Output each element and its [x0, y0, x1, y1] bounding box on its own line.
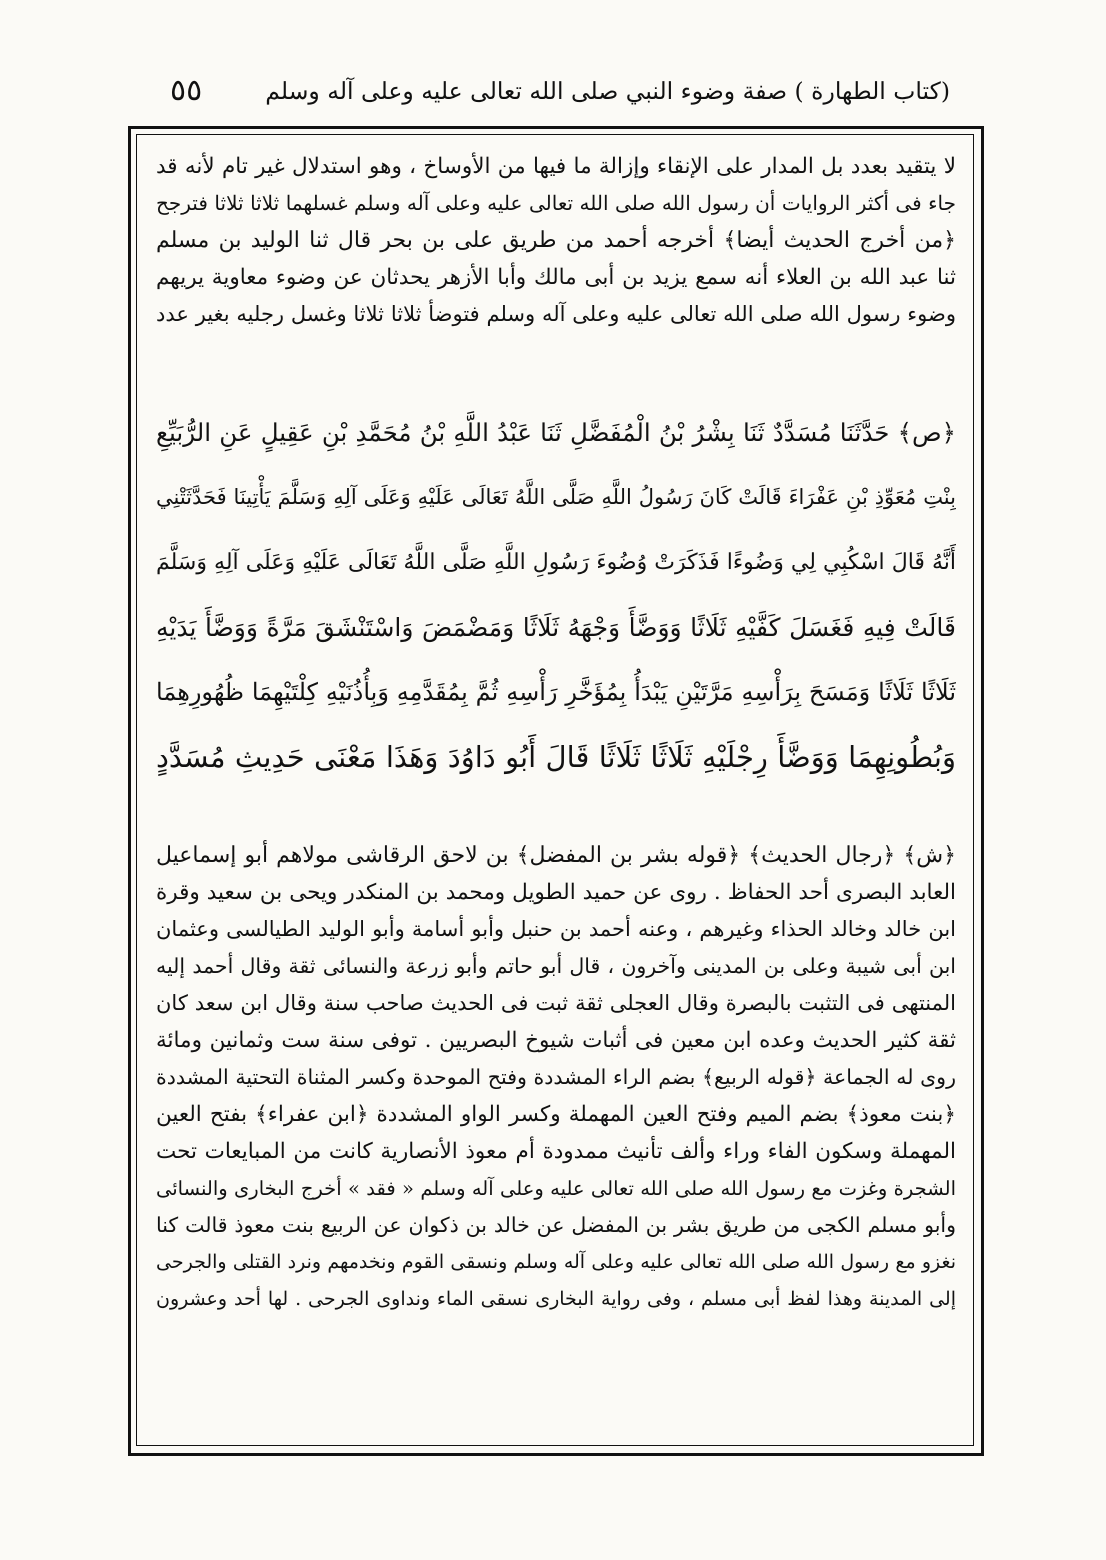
text-line: روى له الجماعة ﴿قوله الربيع﴾ بضم الراء المشددة وفتح الموحدة وكسر المثناة التحتية المشددة [156, 1065, 956, 1089]
text-line: المهملة وسكون الفاء وراء وألف تأنيث ممدودة أم معوذ الأنصارية كانت من المبايعات تحت [156, 1139, 956, 1164]
text-line: العابد البصرى أحد الحفاظ . روى عن حميد الطويل ومحمد بن المنكدر ويحى بن سعيد وقرة [156, 880, 956, 905]
hadith-line: ثَلَاثًا ثَلَاثًا وَمَسَحَ بِرَأْسِهِ مَرَّتَيْنِ يَبْدَأُ بِمُؤَخَّرِ رَأْسِهِ ثُمَّ بِمُقَدَّمِهِ وَبِأُذُنَيْهِ كِلْتَيْهِمَا ظُهُورِهِمَا [156, 678, 956, 706]
text-line: ﴿بنت معوذ﴾ بضم الميم وفتح العين المهملة وكسر الواو المشددة ﴿ابن عفراء﴾ بفتح العين [156, 1102, 956, 1127]
hadith-line: قَالَتْ فِيهِ فَغَسَلَ كَفَّيْهِ ثَلَاثًا وَوَضَّأَ وَجْهَهُ ثَلَاثًا وَمَضْمَضَ وَاسْتَنْشَقَ مَرَّةً وَوَضَّأَ يَدَيْهِ [156, 613, 956, 642]
commentary-top [156, 148, 956, 333]
hadith-line: وَبُطُونِهِمَا وَوَضَّأَ رِجْلَيْهِ ثَلَاثًا ثَلَاثًا قَالَ أَبُو دَاوُدَ وَهَذَا مَعْنَى حَدِيثِ مُسَدَّدٍ [156, 740, 956, 774]
text-line: إلى المدينة وهذا لفظ أبى مسلم ، وفى رواية البخارى نسقى الماء ونداوى الجرحى . لها أحد وعشرون [156, 1288, 956, 1310]
hadith-text [156, 400, 956, 790]
hadith-line: ﴿ص﴾ حَدَّثَنَا مُسَدَّدٌ ثَنَا بِشْرُ بْنُ الْمُفَضَّلِ ثَنَا عَبْدُ اللَّهِ بْنُ مُحَمَّدِ بْنِ عَقِيلٍ عَنِ الرُّبَيِّعِ [156, 418, 956, 447]
commentary-bottom [156, 837, 956, 1318]
text-line: لا يتقيد بعدد بل المدار على الإنقاء وإزالة ما فيها من الأوساخ ، وهو استدلال غير تام لأنه قد [156, 154, 956, 179]
page-number: ٥٥ [170, 73, 203, 108]
text-line: ثنا عبد الله بن العلاء أنه سمع يزيد بن أبى مالك وأبا الأزهر يحدثان عن وضوء معاوية يريهم [156, 265, 956, 290]
text-line: وأبو مسلم الكجى من طريق بشر بن المفضل عن خالد بن ذكوان عن الربيع بنت معوذ قالت كنا [156, 1213, 956, 1237]
text-line: الشجرة وغزت مع رسول الله صلى الله تعالى عليه وعلى آله وسلم « فقد » أخرج البخارى والنسائى [156, 1177, 956, 1200]
hadith-line: أَنَّهُ قَالَ اسْكُبِي لِي وَضُوءًا فَذَكَرَتْ وُضُوءَ رَسُولِ اللَّهِ صَلَّى اللَّهُ تَعَالَى عَلَيْهِ وَعَلَى آلِهِ وَسَلَّمَ [156, 550, 956, 575]
text-line: ﴿ش﴾ ﴿رجال الحديث﴾ ﴿قوله بشر بن المفضل﴾ بن لاحق الرقاشى مولاهم أبو إسماعيل [156, 843, 956, 868]
text-line: ﴿من أخرج الحديث أيضا﴾ أخرجه أحمد من طريق على بن بحر قال ثنا الوليد بن مسلم [156, 228, 956, 253]
hadith-line: بِنْتِ مُعَوِّذِ بْنِ عَفْرَاءَ قَالَتْ كَانَ رَسُولُ اللَّهِ صَلَّى اللَّهُ تَعَالَى عَلَيْهِ وَعَلَى آلِهِ وَسَلَّمَ يَأْتِينَا فَحَدَّثَتْنِي [156, 485, 956, 509]
text-line: ابن أبى شيبة وعلى بن المدينى وآخرون ، قال أبو حاتم وأبو زرعة والنسائى ثقة وقال أحمد إليه [156, 954, 956, 978]
running-title: (كتاب الطهارة ) صفة وضوء النبي صلى الله تعالى عليه وعلى آله وسلم [265, 77, 950, 105]
text-line: وضوء رسول الله صلى الله تعالى عليه وعلى آله وسلم فتوضأ ثلاثا ثلاثا وغسل رجليه بغير عدد [156, 302, 956, 326]
text-line: ثقة كثير الحديث وعده ابن معين فى أثبات شيوخ البصريين . توفى سنة ست وثمانين ومائة [156, 1028, 956, 1053]
page-header [150, 66, 950, 116]
text-line: جاء فى أكثر الروايات أن رسول الله صلى الله تعالى عليه وعلى آله وسلم غسلهما ثلاثا ثلاثا فترجح [156, 191, 956, 215]
text-line: ابن خالد وخالد الحذاء وغيرهم ، وعنه أحمد بن حنبل وأبو أسامة وأبو الوليد الطيالسى وعثمان [156, 917, 956, 941]
text-line: نغزو مع رسول الله صلى الله تعالى عليه وعلى آله وسلم ونسقى القوم ونخدمهم ونرد القتلى والجرحى [156, 1251, 956, 1273]
text-line: المنتهى فى التثبت بالبصرة وقال العجلى ثقة ثبت فى الحديث صاحب سنة وقال ابن سعد كان [156, 991, 956, 1015]
